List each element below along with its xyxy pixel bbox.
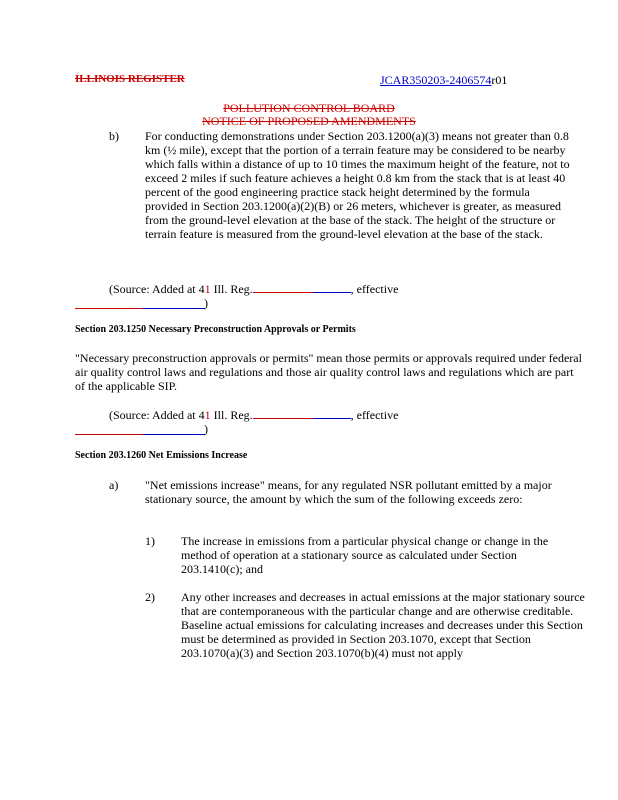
source-note-1-volume: 1 [204, 282, 211, 296]
subsection-b-label: b) [109, 129, 119, 143]
subsection-b-text: For conducting demonstrations under Section 203.1200(a)(3) means not greater than 0.8 km (½ mile), except that the portion of a terrain feature may be considered to be nearby which falls within a distance of up to 10 times the maximum height of the feature, not to exceed 2 miles if such feature achieves a height 0.8 km from the stack that is at least 40 percent of the good engineering practice stack height determined by the formula provided in Section 203.1200(a)(2)(B) or 26 meters, whichever is greater, as measured from the ground-level elevation at the base of the stack. The height of the structure or terrain feature is measured from the ground-level elevation at the base of the stack. [145, 129, 570, 241]
agency-name: POLLUTION CONTROL BOARD [223, 101, 395, 115]
source-note-1-blank-page [313, 282, 351, 293]
source-note-1-blank-issue [253, 282, 313, 293]
register-title: ILLINOIS REGISTER [75, 73, 185, 85]
section-1250-text: "Necessary preconstruction approvals or permits" mean those permits or approvals required under federal air quality control laws and regulations and those air quality control laws and regulations which are part of the applicable SIP. [75, 351, 582, 393]
section-1250-heading: Section 203.1250 Necessary Preconstruction Approvals or Permits [75, 324, 356, 335]
source-note-2-reg: Ill. Reg. [210, 408, 253, 422]
jcar-code [380, 73, 507, 88]
source-note-2-suffix: , effective [350, 408, 399, 422]
source-note-2-volume: 1 [204, 408, 211, 422]
source-note-2-blank-page [313, 408, 351, 419]
source-note-1-close: ) [204, 296, 208, 310]
section-1260-heading: Section 203.1260 Net Emissions Increase [75, 450, 248, 461]
source-note-2-close: ) [204, 422, 208, 436]
source-note-1-date-line [75, 308, 143, 309]
source-note-1-suffix: , effective [350, 282, 399, 296]
source-note-2-blank-issue [253, 408, 313, 419]
jcar-code-suffix: r01 [491, 73, 508, 87]
source-note-1-reg: Ill. Reg. [210, 282, 253, 296]
source-note-2 [109, 408, 398, 422]
item-1-label: 1) [145, 534, 155, 548]
subsection-a-label: a) [109, 478, 119, 492]
item-1-text: The increase in emissions from a particular physical change or change in the method of operation at a stationary source as calculated under Section 203.1410(c); and [181, 534, 549, 576]
source-note-1-date-line-blue [143, 308, 205, 309]
source-note-2-date-line [75, 434, 143, 435]
notice-title: NOTICE OF PROPOSED AMENDMENTS [202, 114, 416, 128]
item-2-text: Any other increases and decreases in actual emissions at the major stationary source that are contemporaneous with the particular change and are otherwise creditable. Baseline actual emissions for calculating increases and decreases under this Section must be determined as provided in Section 203.1070, except that Section 203.1070(a)(3) and Section 203.1070(b)(4) must not apply [181, 590, 585, 660]
subsection-a-text: "Net emissions increase" means, for any regulated NSR pollutant emitted by a major stationary source, the amount by which the sum of the following exceeds zero: [145, 478, 552, 506]
source-note-1 [109, 282, 398, 296]
jcar-code-prefix: JCAR350203-2406574 [380, 73, 492, 87]
source-note-2-date-line-blue [143, 434, 205, 435]
source-note-1-prefix: (Source: Added at 4 [109, 282, 205, 296]
item-2-label: 2) [145, 590, 155, 604]
source-note-2-prefix: (Source: Added at 4 [109, 408, 205, 422]
